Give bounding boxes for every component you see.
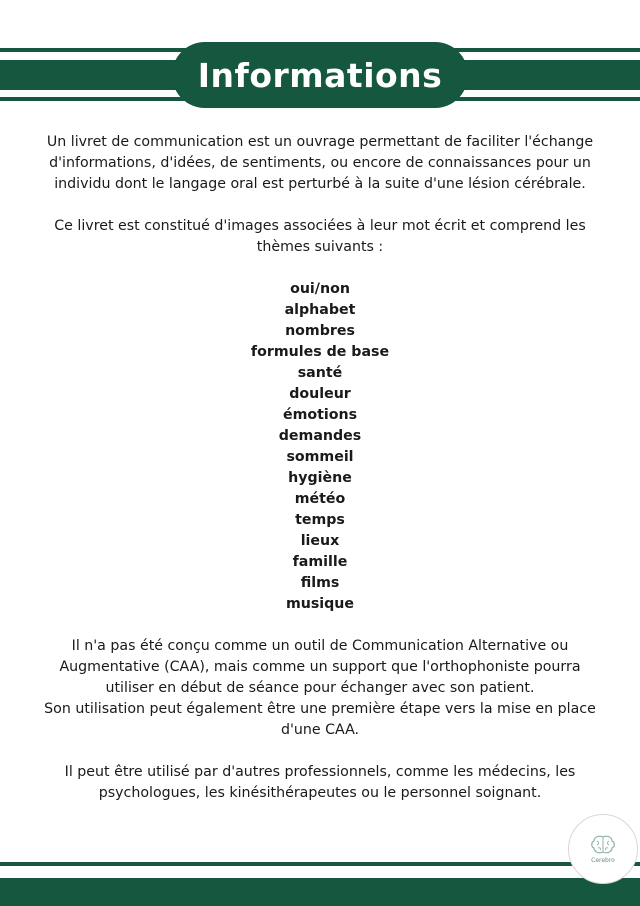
usage-line: Il peut être utilisé par d'autres professionnels, comme les médecins, les <box>64 764 576 780</box>
footer-band-top <box>0 862 640 866</box>
caa-line: Son utilisation peut également être une première étape vers la mise en place <box>44 701 596 717</box>
brain-icon <box>590 835 616 855</box>
caa-line: Augmentative (CAA), mais comme un support que l'orthophoniste pourra <box>59 659 581 675</box>
theme-item: lieux <box>300 533 340 549</box>
logo <box>568 814 638 884</box>
theme-item: émotions <box>282 407 358 423</box>
theme-item: météo <box>294 491 346 507</box>
theme-item: musique <box>285 596 355 612</box>
theme-item: famille <box>292 554 348 570</box>
theme-item: formules de base <box>250 344 390 360</box>
description-paragraph <box>30 216 610 258</box>
caa-line: Il n'a pas été conçu comme un outil de Communication Alternative ou <box>71 638 569 654</box>
themes-list <box>30 279 610 615</box>
description-line: Ce livret est constitué d'images associées à leur mot écrit et comprend les <box>54 218 586 234</box>
title-banner <box>172 42 468 108</box>
theme-item: douleur <box>289 386 351 402</box>
logo-text: Cerebro <box>591 856 615 864</box>
theme-item: oui/non <box>290 281 350 297</box>
usage-line: psychologues, les kinésithérapeutes ou le personnel soignant. <box>98 785 542 801</box>
caa-paragraph <box>30 636 610 741</box>
page-title: Informations <box>197 55 443 95</box>
description-line: thèmes suivants : <box>256 239 384 255</box>
theme-item: films <box>300 575 340 591</box>
theme-item: temps <box>295 512 345 528</box>
caa-line: d'une CAA. <box>280 722 360 738</box>
theme-item: alphabet <box>284 302 356 318</box>
theme-item: nombres <box>285 323 355 339</box>
main-content <box>30 132 610 804</box>
usage-paragraph <box>30 762 610 804</box>
theme-item: sommeil <box>286 449 354 465</box>
intro-paragraph <box>30 132 610 195</box>
theme-item: demandes <box>278 428 362 444</box>
intro-line: d'informations, d'idées, de sentiments, ou encore de connaissances pour un <box>49 155 591 171</box>
footer-band <box>0 878 640 906</box>
theme-item: hygiène <box>288 470 352 486</box>
intro-line: individu dont le langage oral est perturbé à la suite d'une lésion cérébrale. <box>54 176 586 192</box>
theme-item: santé <box>297 365 343 381</box>
caa-line: utiliser en début de séance pour échanger avec son patient. <box>105 680 535 696</box>
intro-line: Un livret de communication est un ouvrage permettant de faciliter l'échange <box>46 134 594 150</box>
